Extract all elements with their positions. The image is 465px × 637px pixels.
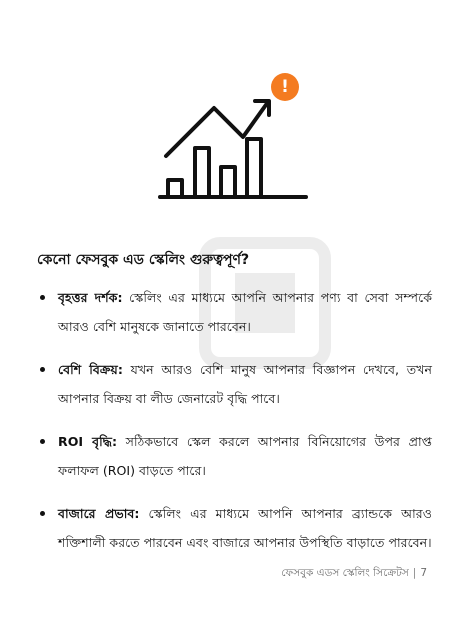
item-text: স্কেলিং এর মাধ্যমে আপনি আপনার পণ্য বা সেবা সম্পর্কে আরও বেশি মানুষকে জানাতে পারবেন। [58,290,432,334]
item-text: যখন আরও বেশি মানুষ আপনার বিজ্ঞাপন দেখবে, তখন আপনার বিক্রয় বা লীড জেনারেট বৃদ্ধি পাবে। [58,362,432,406]
item-term: বৃহত্তর দর্শক: [58,290,123,305]
list-item [58,355,432,413]
page-footer [281,566,427,583]
item-text: স্কেলিং এর মাধ্যমে আপনি আপনার ব্র্যান্ডকে আরও শক্তিশালী করতে পারবেন এবং বাজারে আপনার উপস্থিতি বাড়াতে পারবেন। [58,506,432,550]
item-term: বেশি বিক্রয়: [58,362,123,377]
page-number: 7 [420,567,427,579]
benefits-list [58,283,432,571]
item-text: সঠিকভাবে স্কেল করলে আপনার বিনিয়োগের উপর প্রাপ্ত ফলাফল (ROI) বাড়তে পারে। [58,434,433,478]
footer-separator: | [412,567,417,579]
footer-title: ফেসবুক এডস স্কেলিং সিক্রেটস [281,567,409,579]
section-heading: কেনো ফেসবুক এড স্কেলিং গুরুত্বপূর্ণ? [37,252,250,268]
alert-icon: ! [271,73,299,101]
item-term: বাজারে প্রভাব: [58,506,140,521]
list-item [58,283,432,341]
list-item [58,427,432,485]
item-term: ROI বৃদ্ধি: [58,434,118,449]
list-item [58,499,432,557]
